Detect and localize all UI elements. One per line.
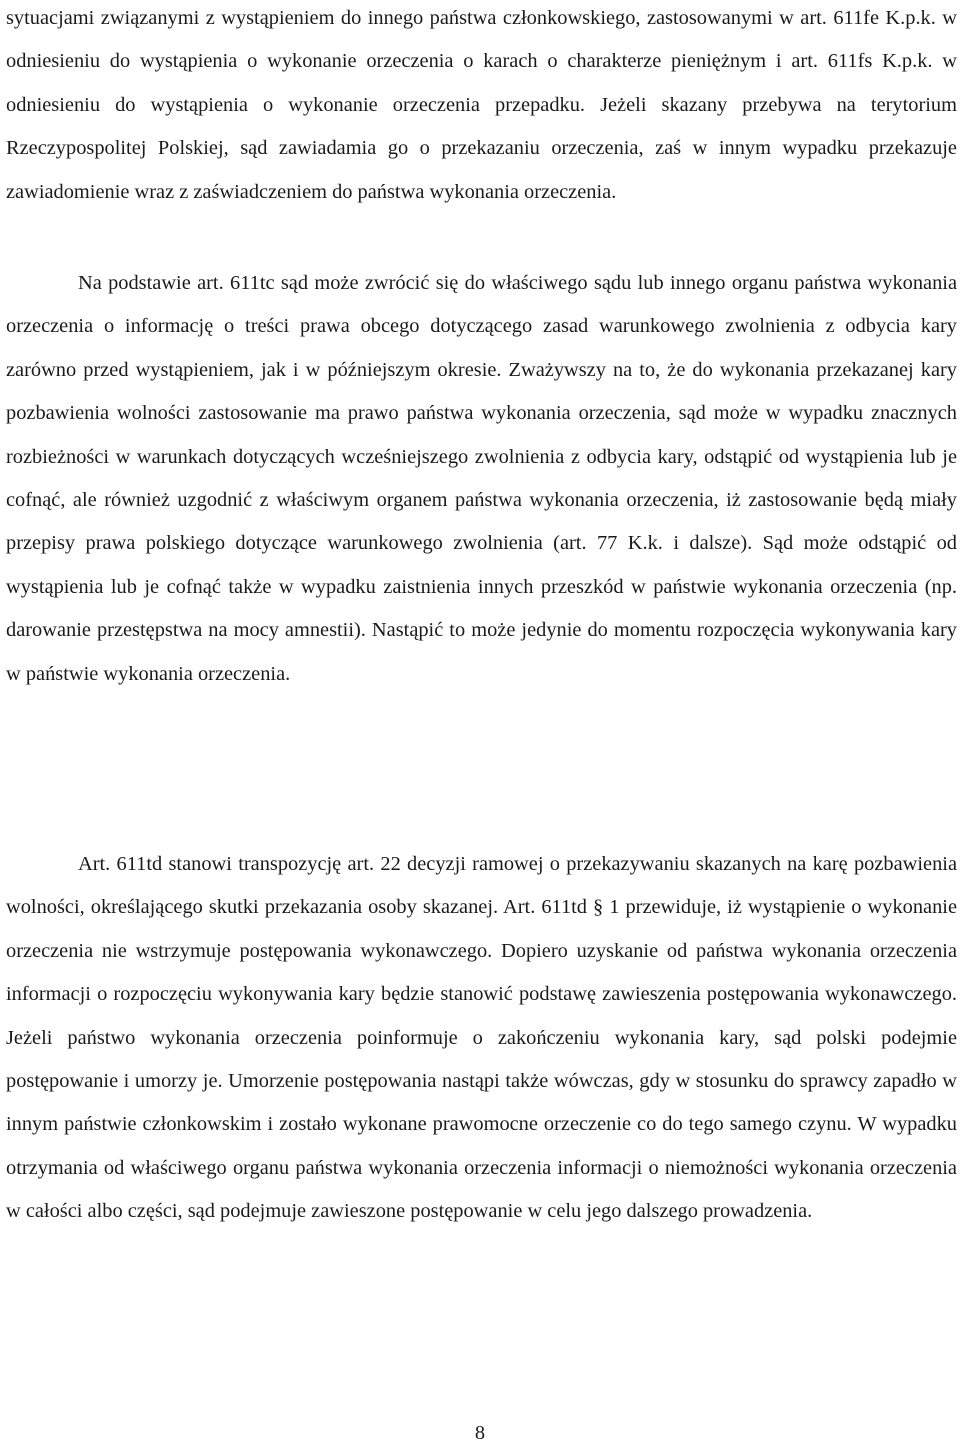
paragraph-art-611tc: Na podstawie art. 611tc sąd może zwrócić się do właściwego sądu lub innego organu państwa wykonania orzeczenia o informację o treści prawa obcego dotyczącego zasad warunkowego zwolnienia z odbycia kary zarówno przed wystąpieniem, jak i w późniejszym okresie. Zważywszy na to, że do wykonania przekazanej kary pozbawienia wolności zastosowanie ma prawo państwa wykonania orzeczenia, sąd może w wypadku znacznych rozbieżności w warunkach dotyczących wcześniejszego zwolnienia z odbycia kary, odstąpić od wystąpienia lub je cofnąć, ale również uzgodnić z właściwym organem państwa wykonania orzeczenia, iż zastosowanie będą miały przepisy prawa polskiego dotyczące warunkowego zwolnienia (art. 77 K.k. i dalsze). Sąd może odstąpić od wystąpienia lub je cofnąć także w wypadku zaistnienia innych przeszkód w państwie wykonania orzeczenia (np. darowanie przestępstwa na mocy amnestii). Nastąpić to może jedynie do momentu rozpoczęcia wykonywania kary w państwie wykonania orzeczenia. bbox=[6, 272, 957, 685]
paragraph-continuation: sytuacjami związanymi z wystąpieniem do innego państwa członkowskiego, zastosowanymi w art. 611fe K.p.k. w odniesieniu do wystąpienia o wykonanie orzeczenia o karach o charakterze pieniężnym i art. 611fs K.p.k. w odniesieniu do wystąpienia o wykonanie orzeczenia przepadku. Jeżeli skazany przebywa na terytorium Rzeczypospolitej Polskiej, sąd zawiadamia go o przekazaniu orzeczenia, zaś w innym wypadku przekazuje zawiadomienie wraz z zaświadczeniem do państwa wykonania orzeczenia. bbox=[6, 7, 957, 203]
paragraph-art-611td: Art. 611td stanowi transpozycję art. 22 decyzji ramowej o przekazywaniu skazanych na karę pozbawienia wolności, określającego skutki przekazania osoby skazanej. Art. 611td § 1 przewiduje, iż wystąpienie o wykonanie orzeczenia nie wstrzymuje postępowania wykonawczego. Dopiero uzyskanie od państwa wykonania orzeczenia informacji o rozpoczęciu wykonywania kary będzie stanowić podstawę zawieszenia postępowania wykonawczego. Jeżeli państwo wykonania orzeczenia poinformuje o zakończeniu wykonania kary, sąd polski podejmie postępowanie i umorzy je. Umorzenie postępowania nastąpi także wówczas, gdy w stosunku do sprawcy zapadło w innym państwie członkowskim i zostało wykonane prawomocne orzeczenie co do tego samego czynu. W wypadku otrzymania od właściwego organu państwa wykonania orzeczenia informacji o niemożności wykonania orzeczenia w całości albo części, sąd podejmuje zawieszone postępowanie w celu jego dalszego prowadzenia. bbox=[6, 853, 957, 1223]
page-number: 8 bbox=[474, 1422, 486, 1444]
